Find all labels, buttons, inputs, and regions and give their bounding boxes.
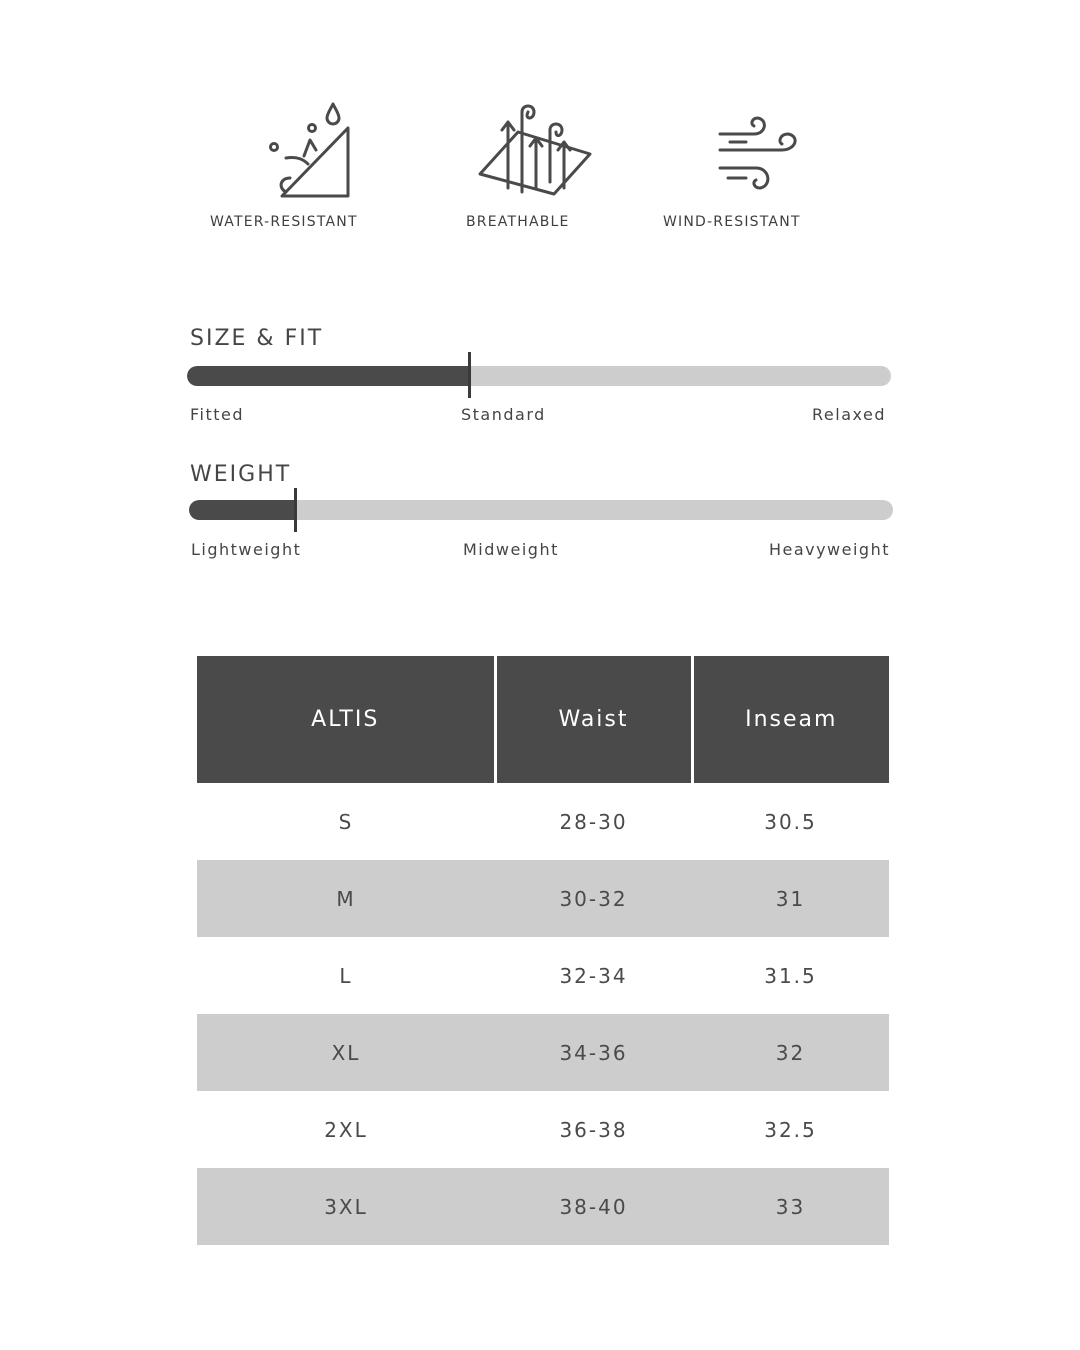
cell-waist: 36-38: [559, 1117, 628, 1142]
feature-label-wind-resistant: WIND-RESISTANT: [663, 214, 801, 230]
size-fit-label-fitted: Fitted: [190, 405, 245, 424]
header-cell-model: ALTIS: [197, 656, 495, 783]
table-row: [197, 1168, 889, 1245]
table-row: [197, 1014, 889, 1091]
size-fit-fill: [187, 366, 469, 386]
wind-resistant-icon: [716, 116, 806, 200]
cell-inseam: 30.5: [764, 809, 817, 834]
weight-marker: [294, 488, 297, 532]
size-fit-marker: [468, 352, 471, 398]
weight-fill: [189, 500, 295, 520]
cell-waist: 28-30: [559, 809, 628, 834]
cell-waist: 38-40: [495, 1168, 692, 1245]
size-fit-track: [187, 366, 891, 386]
cell-size: XL: [197, 1014, 495, 1091]
cell-size: M: [197, 860, 495, 937]
cell-waist: 30-32: [495, 860, 692, 937]
table-row: [197, 860, 889, 937]
weight-title: WEIGHT: [190, 462, 292, 487]
weight-label-midweight: Midweight: [463, 540, 559, 559]
weight-label-lightweight: Lightweight: [191, 540, 302, 559]
feature-label-water-resistant: WATER-RESISTANT: [210, 214, 358, 230]
feature-label-breathable: BREATHABLE: [466, 214, 570, 230]
feature-water-resistant: [260, 98, 360, 202]
cell-waist: 34-36: [495, 1014, 692, 1091]
size-chart-table: [197, 656, 889, 1245]
water-resistant-icon: [260, 98, 360, 202]
cell-waist: 32-34: [559, 963, 628, 988]
cell-inseam: 32: [692, 1014, 889, 1091]
cell-inseam: 31: [692, 860, 889, 937]
table-row: [197, 937, 889, 1014]
cell-inseam: 31.5: [764, 963, 817, 988]
size-chart-header-row: [197, 656, 889, 783]
size-fit-label-standard: Standard: [461, 405, 546, 424]
cell-inseam: 33: [692, 1168, 889, 1245]
feature-wind-resistant: [716, 116, 806, 200]
cell-size: L: [339, 963, 353, 988]
size-fit-label-relaxed: Relaxed: [812, 405, 886, 424]
table-row: [197, 783, 889, 860]
cell-size: 2XL: [324, 1117, 368, 1142]
cell-size: 3XL: [197, 1168, 495, 1245]
header-cell-waist: Waist: [495, 656, 692, 783]
header-cell-inseam: Inseam: [692, 656, 889, 783]
feature-breathable: [478, 102, 594, 202]
cell-size: S: [338, 809, 354, 834]
breathable-icon: [478, 102, 594, 202]
table-row: [197, 1091, 889, 1168]
cell-inseam: 32.5: [764, 1117, 817, 1142]
weight-label-heavyweight: Heavyweight: [768, 540, 890, 559]
size-fit-title: SIZE & FIT: [190, 326, 324, 351]
